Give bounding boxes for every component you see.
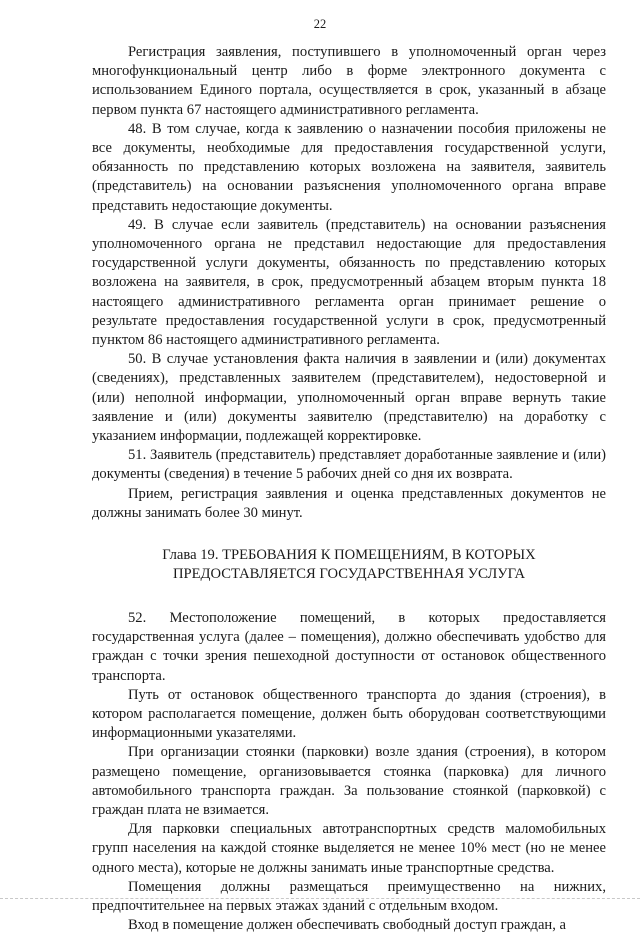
page-number: 22 <box>313 17 327 31</box>
paragraph-50: 50. В случае установления факта наличия в заявлении и (или) документах (сведениях), представленных заявителем (представителем), недостоверной и (или) неполной информации, уполномоченный орган вправе вернуть такие заявление и (или) документы заявителю (представителю) на доработку с указанием информации, подлежащей корректировке. <box>92 351 606 445</box>
paragraph: Для парковки специальных автотранспортных средств маломобильных групп населения на каждой стоянке выделяется не менее 10% мест (но не менее одного места), которые не должны занимать иные транспортные средства. <box>92 821 606 876</box>
paragraph: Помещения должны размещаться преимущественно на нижних, предпочтительнее на первых этажах зданий с отдельным входом. <box>92 878 606 914</box>
paragraph-52: 52. Местоположение помещений, в которых предоставляется государственная услуга (далее – помещения), должно обеспечивать удобство для граждан с точки зрения пешеходной доступности от остановок общественного транспорта. <box>92 609 606 684</box>
chapter-heading-line: Глава 19. ТРЕБОВАНИЯ К ПОМЕЩЕНИЯМ, В КОТОРЫХ <box>162 547 536 564</box>
paragraph-49: 49. В случае если заявитель (представитель) на основании разъяснения уполномоченного органа не представил недостающие для предоставления государственной услуги документы, обязанность по представлению которых возложена на заявителя, в срок, предусмотренный абзацем вторым пункта 18 настоящего административного регламента орган принимает решение о результате предоставления государственной услуги в срок, предусмотренный пунктом 86 настоящего административного регламента. <box>92 216 606 349</box>
document-body <box>92 43 606 935</box>
paragraph: Прием, регистрация заявления и оценка представленных документов не должны занимать более 30 минут. <box>92 485 606 521</box>
chapter-heading-line: ПРЕДОСТАВЛЯЕТСЯ ГОСУДАРСТВЕННАЯ УСЛУГА <box>172 566 526 583</box>
paragraph: Вход в помещение должен обеспечивать свободный доступ граждан, а <box>128 917 567 934</box>
footer-divider <box>0 898 640 899</box>
chapter-heading <box>92 546 606 585</box>
paragraph-51: 51. Заявитель (представитель) представляет доработанные заявление и (или) документы (сведения) в течение 5 рабочих дней со дня их возврата. <box>92 447 606 483</box>
paragraph: Регистрация заявления, поступившего в уполномоченный орган через многофункциональный центр либо в форме электронного документа с использованием Единого портала, осуществляется в срок, указанный в абзаце первом пункта 67 настоящего административного регламента. <box>92 44 606 118</box>
paragraph: Путь от остановок общественного транспорта до здания (строения), в котором располагается помещение, должен быть оборудован соответствующими информационными указателями. <box>92 686 606 742</box>
paragraph-48: 48. В том случае, когда к заявлению о назначении пособия приложены не все документы, необходимые для предоставления государственной услуги, обязанность по представлению которых возложена на заявителя, заявитель (представитель) на основании разъяснения уполномоченного органа вправе представить недостающие документы. <box>92 120 606 214</box>
paragraph: При организации стоянки (парковки) возле здания (строения), в котором размещено помещение, организовывается стоянка (парковка) для личного автомобильного транспорта граждан. За пользование стоянкой (парковкой) с граждан плата не взимается. <box>92 744 606 818</box>
